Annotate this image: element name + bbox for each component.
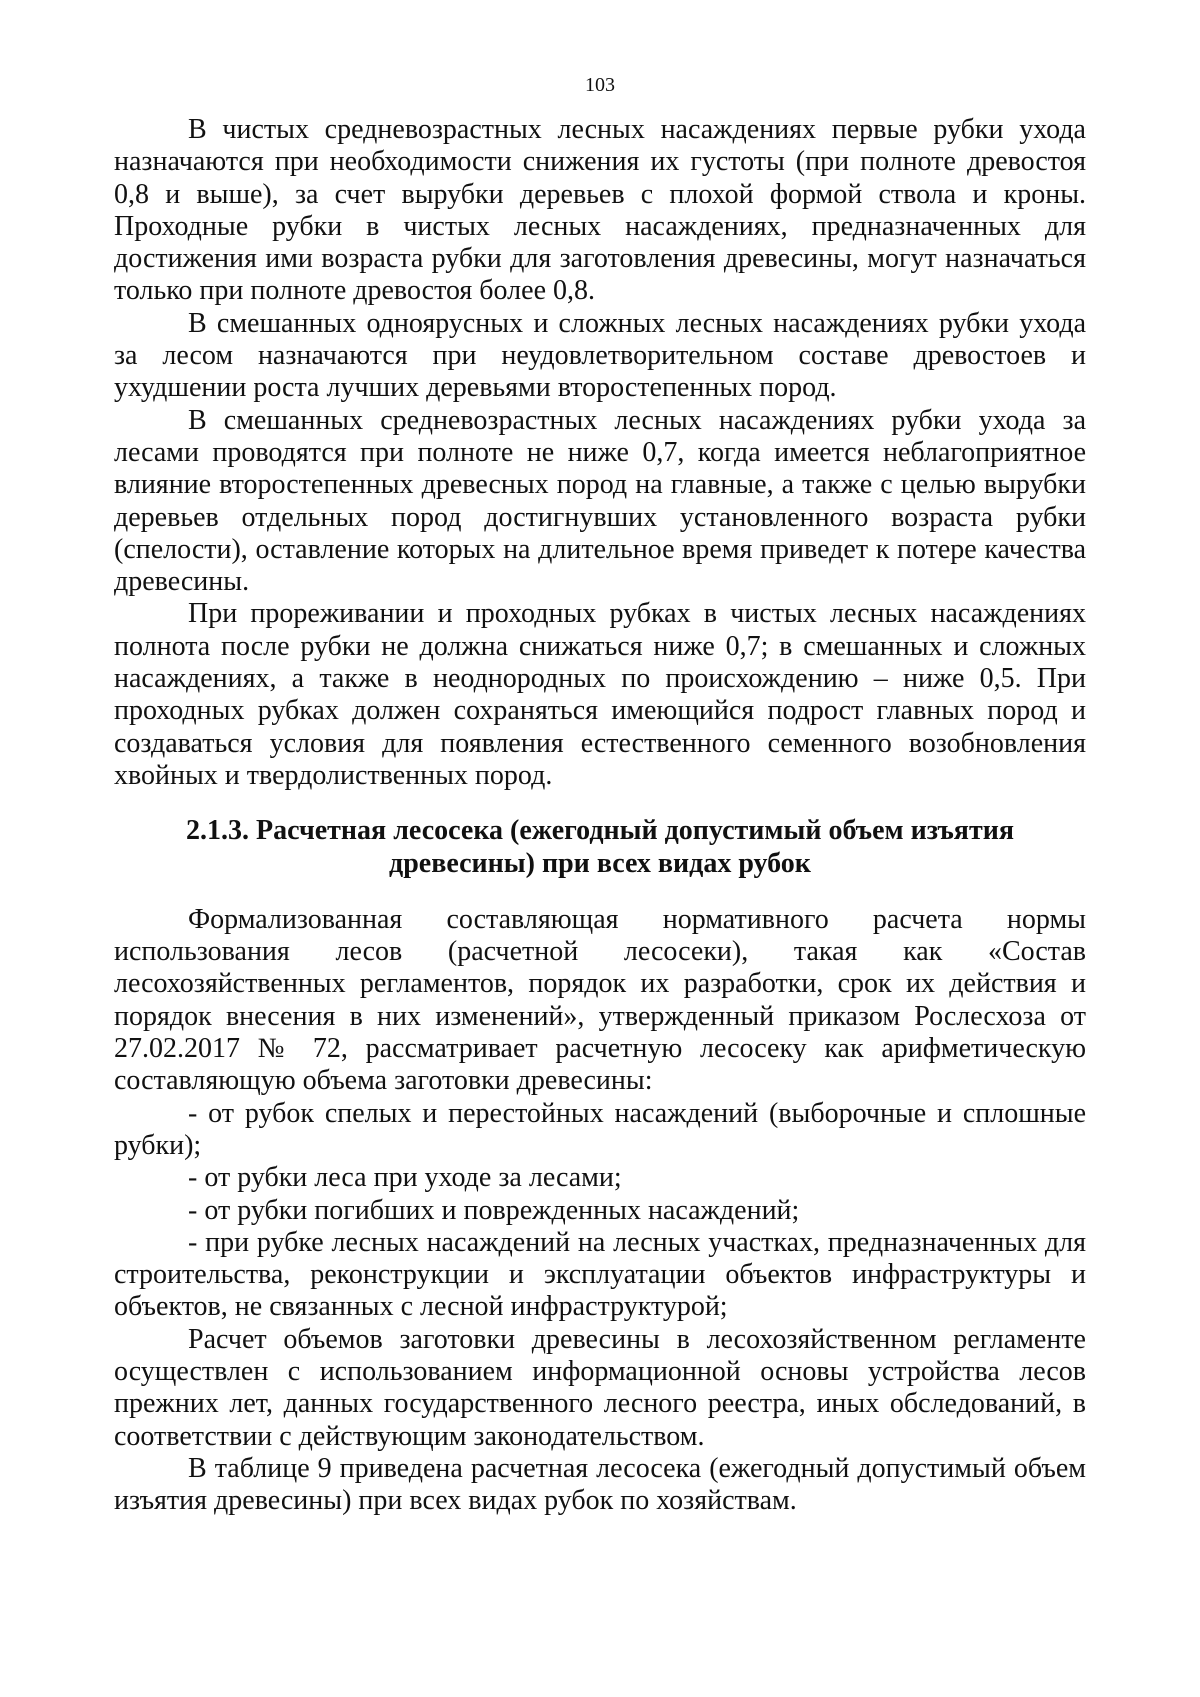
paragraph-pure-stands: В чистых средневозрастных лесных насаждениях первые рубки ухода назначаются при необходимости снижения их густоты (при полноте древостоя 0,8 и выше), за счет вырубки деревьев с плохой формой ствола и кроны. Проходные рубки в чистых лесных насаждениях, предназначенных для достижения ими возраста рубки для заготовления древесины, могут назначаться только при полноте древостоя более 0,8. bbox=[114, 114, 1086, 307]
list-item-forest-care: - от рубки леса при уходе за лесами; bbox=[188, 1162, 622, 1194]
paragraph-table-reference: В таблице 9 приведена расчетная лесосека (ежегодный допустимый объем изъятия древесины) при всех видах рубок по хозяйствам. bbox=[114, 1452, 1086, 1517]
paragraph-mixed-single-storey: В смешанных одноярусных и сложных лесных насаждениях рубки ухода за лесом назначаются при неудовлетворительном составе древостоев и ухудшении роста лучших деревьями второстепенных пород. bbox=[114, 307, 1086, 404]
page-number: 103 bbox=[585, 74, 615, 96]
list-item-infrastructure: - при рубке лесных насаждений на лесных участках, предназначенных для строительства, реконструкции и эксплуатации объектов инфраструктуры и объектов, не связанных с лесной инфраструктурой; bbox=[114, 1226, 1086, 1323]
list-item-mature-stands: - от рубок спелых и перестойных насаждений (выборочные и сплошные рубки); bbox=[114, 1097, 1086, 1161]
paragraph-mixed-middle-aged: В смешанных средневозрастных лесных насаждениях рубки ухода за лесами проводятся при полноте не ниже 0,7, когда имеется неблагоприятное влияние второстепенных древесных пород на главные, а также с целью вырубки деревьев отдельных пород достигнувших установленного возраста рубки (спелости), оставление которых на длительное время приведет к потере качества древесины. bbox=[114, 404, 1086, 598]
paragraph-formalized-component: Формализованная составляющая нормативного расчета нормы использования лесов (расчетной лесосеки), такая как «Состав лесохозяйственных регламентов, порядок их разработки, срок их действия и порядок внесения в них изменений», утвержденный приказом Рослесхоза от 27.02.2017 № 72, рассматривает расчетную лесосеку как арифметическую составляющую объема заготовки древесины: bbox=[114, 903, 1086, 1097]
paragraph-thinning: При прореживании и проходных рубках в чистых лесных насаждениях полнота после рубки не должна снижаться ниже 0,7; в смешанных и сложных насаждениях, а также в неоднородных по происхождению – ниже 0,5. При проходных рубках должен сохраняться имеющийся подрост главных пород и создаваться условия для появления естественного семенного возобновления хвойных и твердолиственных пород. bbox=[114, 598, 1086, 791]
list-item-damaged-stands: - от рубки погибших и поврежденных насаждений; bbox=[188, 1194, 800, 1226]
page-body bbox=[114, 114, 1086, 1517]
paragraph-calculation-basis: Расчет объемов заготовки древесины в лесохозяйственном регламенте осуществлен с использованием информационной основы устройства лесов прежних лет, данных государственного лесного реестра, иных обследований, в соответствии с действующим законодательством. bbox=[114, 1323, 1086, 1452]
section-heading-line-2: древесины) при всех видах рубок bbox=[389, 847, 811, 879]
section-heading bbox=[114, 815, 1086, 880]
section-heading-line-1: 2.1.3. Расчетная лесосека (ежегодный допустимый объем изъятия bbox=[185, 815, 1014, 847]
